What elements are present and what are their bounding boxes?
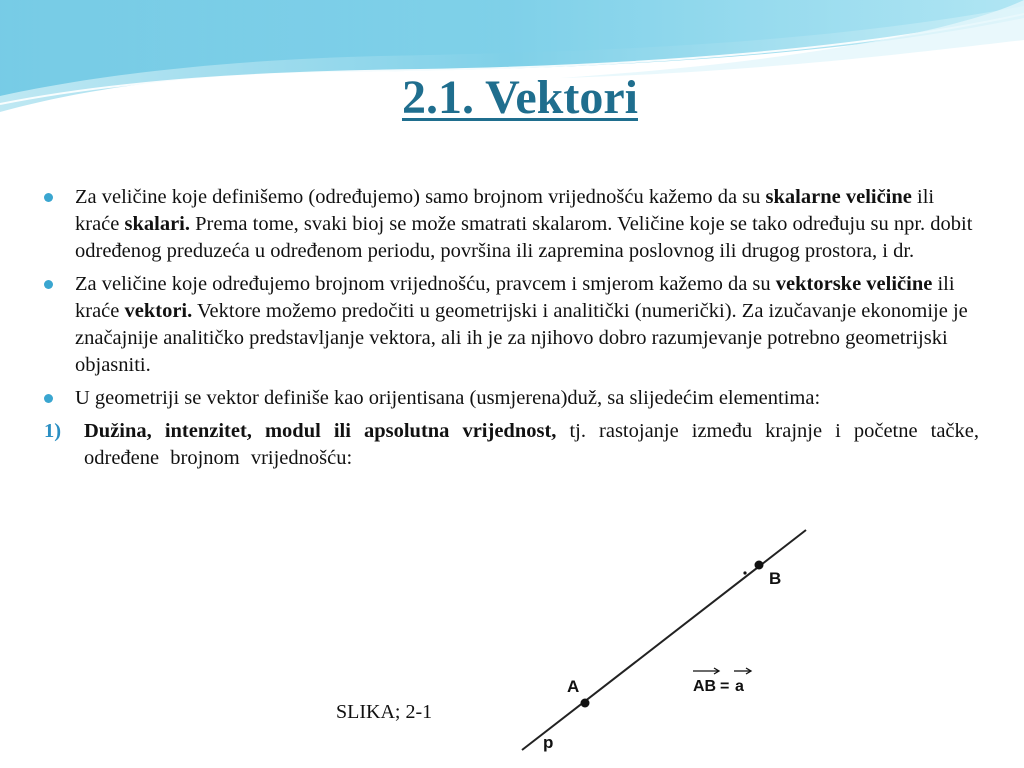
label-a: A (567, 677, 580, 696)
paragraph-text: Za veličine koje određujemo brojnom vrijednošću, pravcem i smjerom kažemo da su (75, 273, 776, 295)
bullet-dot-icon (44, 193, 53, 202)
formula-ab: AB (693, 678, 717, 695)
list-number: 1) (44, 420, 62, 442)
bullet-paragraph-2 (44, 271, 979, 379)
term-bold: skalarne veličine (765, 186, 912, 208)
paragraph-text: ili kraće (75, 186, 935, 235)
paragraph-text: U geometriji se vektor definiše kao orijentisana (usmjerena)duž, sa slijedećim elementima: (75, 387, 821, 409)
bullet-paragraph-1 (44, 184, 979, 265)
bullet-dot-icon (44, 280, 53, 289)
bullet-dot-icon (44, 394, 53, 403)
paragraph-text: Za veličine koje definišemo (određujemo) samo brojnom vrijednošću kažemo da su (75, 186, 766, 208)
point-b (755, 561, 764, 570)
term-bold: vektori. (124, 300, 193, 322)
numbered-item-1 (44, 418, 979, 472)
slide-title: 2.1. Vektori (401, 71, 638, 124)
paragraph-text: tj. rastojanje između krajnje i početne tačke, određene brojnom vrijednošću: (84, 420, 980, 469)
label-b: B (769, 569, 782, 588)
bullet-paragraph-3 (44, 385, 979, 412)
slide-content (44, 184, 979, 478)
label-p: p (543, 733, 554, 752)
paragraph-text: Vektore možemo predočiti u geometrijski i analitički (numerički). Za izučavanje ekonomije je značajnije analitičko predstavljanje vektora, ali ih je za njihovo dobro razumjevanje potrebno geometrijski objasniti. (75, 300, 968, 376)
formula-equals: = (720, 678, 730, 695)
paragraph-text: Prema tome, svaki bioj se može smatrati skalarom. Veličine koje se tako određuju su npr. dobit određenog preduzeća u određenom periodu, površina ili zapremina poslovnog ili drugog prostora, i dr. (75, 213, 973, 262)
term-bold: Dužina, intenzitet, modul ili apsolutna vrijednost, (84, 420, 557, 442)
point-a (581, 699, 590, 708)
paragraph-text: ili kraće (75, 273, 955, 322)
term-bold: skalari. (124, 213, 190, 235)
term-bold: vektorske veličine (775, 273, 933, 295)
formula-a: a (735, 678, 744, 695)
vector-figure (488, 528, 808, 756)
point-b-mark (743, 571, 746, 574)
figure-caption: SLIKA; 2-1 (336, 701, 433, 723)
